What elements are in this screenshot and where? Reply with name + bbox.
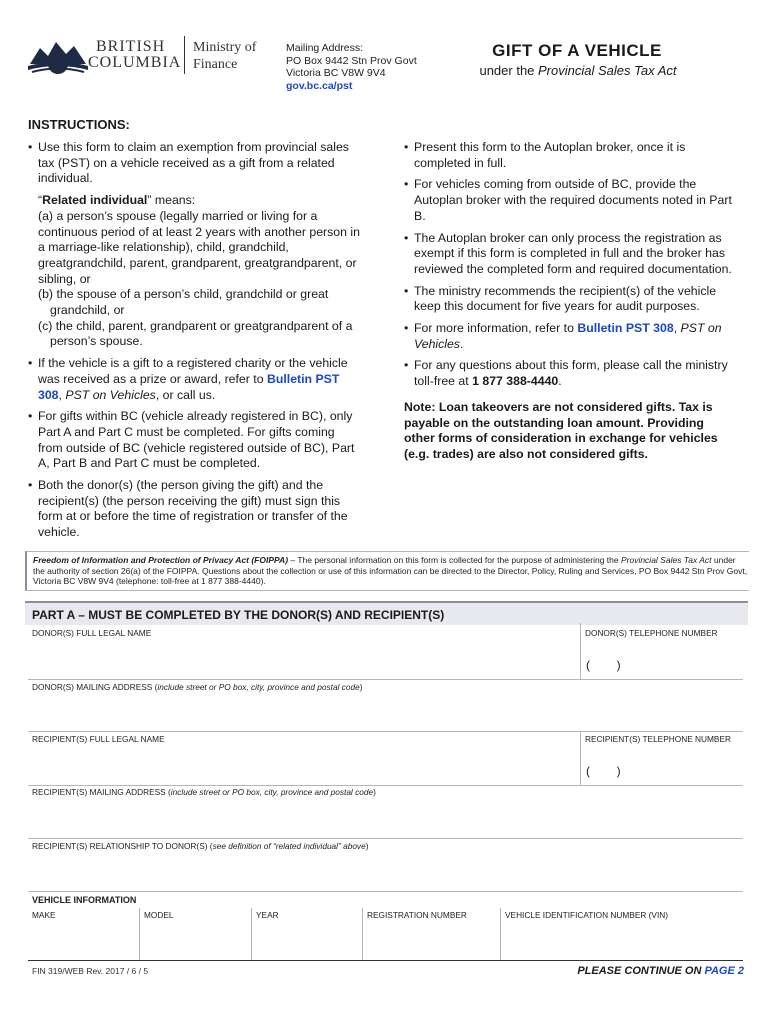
- vin-field[interactable]: [503, 921, 739, 957]
- instruction-bullet: • For any questions about this form, please call the ministry toll-free at 1 877 388-4440.: [404, 358, 738, 389]
- related-definition-c: (c) the child, parent, grandparent or greatgrandparent of a person’s spouse.: [38, 318, 353, 349]
- divider: [28, 960, 743, 961]
- form-title: GIFT OF A VEHICLE: [492, 41, 662, 60]
- make-field[interactable]: [30, 921, 136, 957]
- recipient-name-label: RECIPIENT(S) FULL LEGAL NAME: [32, 734, 165, 744]
- recipient-name-field[interactable]: [30, 746, 578, 784]
- year-field[interactable]: [254, 921, 360, 957]
- mailing-label: Mailing Address:: [286, 42, 364, 54]
- bulletin-pst-308-link[interactable]: Bulletin PST 308: [38, 371, 340, 402]
- instruction-bullet: • For more information, refer to Bulletin PST 308, PST on Vehicles.: [404, 321, 738, 352]
- divider: [28, 731, 743, 732]
- model-field[interactable]: [142, 921, 248, 957]
- instruction-bullet: • Both the donor(s) (the person giving the gift) and the recipient(s) (the person receiving the gift) must sign this form at or before the time of registration or transfer of the vehicle.: [28, 478, 360, 541]
- gov-bc-link[interactable]: gov.bc.ca/pst: [286, 79, 353, 92]
- year-label: YEAR: [256, 910, 279, 920]
- instruction-bullet: • Present this form to the Autoplan broker, once it is completed in full.: [404, 140, 738, 171]
- logo-line2: COLUMBIA: [88, 54, 182, 71]
- page-2-link[interactable]: PAGE 2: [704, 965, 744, 977]
- form-subtitle: under the Provincial Sales Tax Act: [479, 63, 677, 78]
- divider: [251, 908, 252, 960]
- instruction-bullet: • Use this form to claim an exemption from provincial sales tax (PST) on a vehicle received as a gift from a related individual.: [28, 140, 360, 187]
- instruction-bullet: • The Autoplan broker can only process the registration as exempt if this form is completed in full and the broker has reviewed the completed form and required documentation.: [404, 231, 738, 278]
- relationship-field[interactable]: [30, 853, 740, 889]
- instruction-bullet: • For vehicles coming from outside of BC, provide the Autoplan broker with the required documents noted in Part B.: [404, 177, 738, 224]
- mailing-address: [286, 42, 417, 92]
- vin-label: VEHICLE IDENTIFICATION NUMBER (VIN): [505, 910, 669, 920]
- donor-phone-field[interactable]: ( ): [586, 658, 621, 672]
- divider: [28, 891, 743, 892]
- recipient-address-label: RECIPIENT(S) MAILING ADDRESS (include street or PO box, city, province and postal code): [32, 787, 376, 797]
- relationship-label: RECIPIENT(S) RELATIONSHIP TO DONOR(S) (see definition of “related individual” above): [32, 841, 369, 851]
- divider: [580, 623, 581, 679]
- divider: [362, 908, 363, 960]
- registration-field[interactable]: [365, 921, 497, 957]
- related-individual-heading: “Related individual” means:: [38, 193, 196, 208]
- divider: [580, 731, 581, 786]
- divider: [139, 908, 140, 960]
- instruction-bullet: • The ministry recommends the recipient(s) of the vehicle keep this document for five years for audit purposes.: [404, 284, 738, 315]
- instructions-heading: INSTRUCTIONS:: [28, 117, 130, 132]
- form-id: FIN 319/WEB Rev. 2017 / 6 / 5: [32, 966, 149, 976]
- continue-note: PLEASE CONTINUE ON PAGE 2: [577, 965, 744, 977]
- bc-sun-mountain-icon: [26, 34, 90, 74]
- divider: [28, 838, 743, 839]
- divider: [28, 785, 743, 786]
- donor-name-label: DONOR(S) FULL LEGAL NAME: [32, 628, 152, 638]
- related-definition-a: (a) a person’s spouse (legally married or living for a continuous period of at least 2 years with another person in a marriage-like relationship), child, grandchild, greatgrandchild, parent, grandparent, greatgrandparent, or sibling, or: [38, 208, 360, 286]
- ministry-line2: Finance: [193, 57, 238, 72]
- recipient-phone-field[interactable]: ( ): [586, 764, 621, 778]
- instructions-right-column: [404, 140, 738, 463]
- instruction-bullet: • If the vehicle is a gift to a registered charity or the vehicle was received as a prize or award, refer to Bulletin PST 308, PST on Vehicles, or call us.: [28, 356, 360, 403]
- vehicle-info-heading: VEHICLE INFORMATION: [32, 895, 137, 905]
- logo-line1: BRITISH: [96, 38, 166, 55]
- recipient-phone-label: RECIPIENT(S) TELEPHONE NUMBER: [585, 734, 731, 744]
- ministry-line1: Ministry of: [193, 40, 257, 55]
- divider: [28, 679, 743, 680]
- foippa-notice: Freedom of Information and Protection of Privacy Act (FOIPPA) – The personal information on this form is collected for the purpose of administering the Provincial Sales Tax Act under the authority of section 26(a) of the FOIPPA. Questions about the collection or use of this information can be directed to the Director, Policy, Ruling and Services, PO Box 9442 Stn Prov Govt, Victoria BC V8W 9V4 (telephone: toll-free at 1 877 388-4440).: [25, 551, 749, 591]
- instruction-bullet: • For gifts within BC (vehicle already registered in BC), only Part A and Part C must be completed. For gifts coming from outside of BC (vehicle registered outside of BC), Part A, Part B and Part C must be completed.: [28, 409, 360, 472]
- recipient-address-field[interactable]: [30, 799, 740, 835]
- bulletin-pst-308-link[interactable]: Bulletin PST 308: [577, 321, 674, 336]
- part-a-header: PART A – MUST BE COMPLETED BY THE DONOR(S) AND RECIPIENT(S): [25, 601, 748, 625]
- divider: [500, 908, 501, 960]
- mailing-line2: Victoria BC V8W 9V4: [286, 67, 386, 79]
- related-definition-b: (b) the spouse of a person’s child, grandchild or great grandchild, or: [38, 287, 329, 318]
- instructions-left-column: [28, 140, 360, 547]
- donor-name-field[interactable]: [30, 638, 578, 678]
- donor-phone-label: DONOR(S) TELEPHONE NUMBER: [585, 628, 718, 638]
- logo-divider: [184, 36, 185, 74]
- model-label: MODEL: [144, 910, 174, 920]
- mailing-line1: PO Box 9442 Stn Prov Govt: [286, 54, 417, 67]
- loan-takeover-note: Note: Loan takeovers are not considered gifts. Tax is payable on the outstanding loan amount. Providing other forms of consideration in exchange for vehicles (e.g. trades) are also not considered gifts.: [404, 399, 718, 461]
- registration-label: REGISTRATION NUMBER: [367, 910, 467, 920]
- donor-address-field[interactable]: [30, 694, 740, 730]
- donor-address-label: DONOR(S) MAILING ADDRESS (include street or PO box, city, province and postal code): [32, 682, 363, 692]
- make-label: MAKE: [32, 910, 56, 920]
